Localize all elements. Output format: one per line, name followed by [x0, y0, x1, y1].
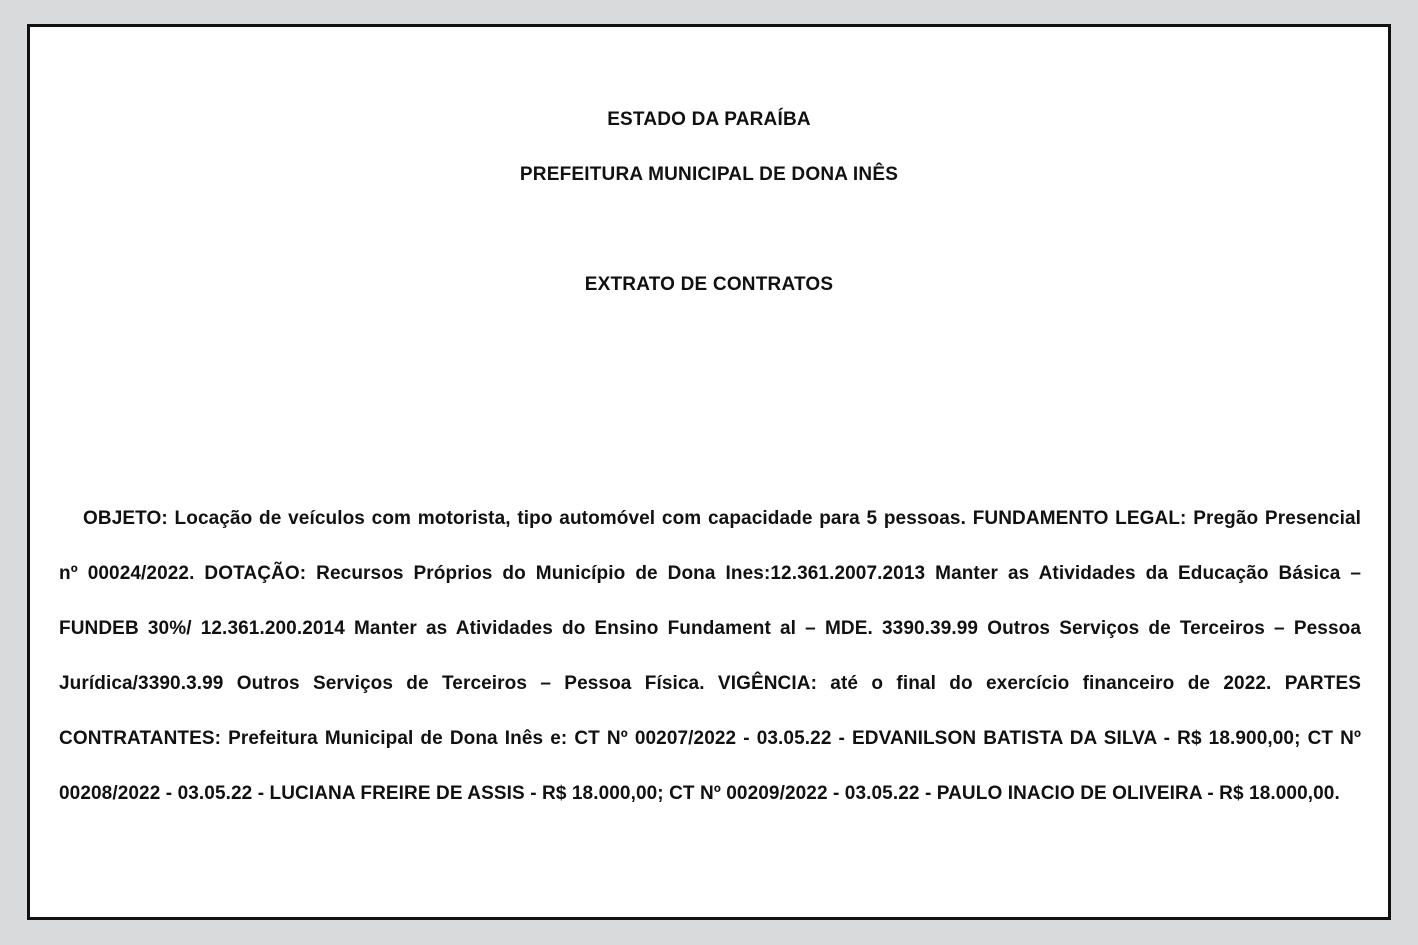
document-page [27, 24, 1391, 920]
state-heading: ESTADO DA PARAÍBA [607, 109, 811, 130]
city-hall-heading: PREFEITURA MUNICIPAL DE DONA INÊS [519, 164, 899, 185]
contract-extract-paragraph: OBJETO: Locação de veículos com motorista, tipo automóvel com capacidade para 5 pessoas. FUNDAMENTO LEGAL: Pregão Presencial nº 00024/2022. DOTAÇÃO: Recursos Próprios do Município de Dona Ines:12.361.2007.2013 Manter as Atividades da Educação Básica – FUNDEB 30%/ 12.361.200.2014 Manter as Atividades do Ensino Fundament al – MDE. 3390.39.99 Outros Serviços de Terceiros – Pessoa Jurídica/3390.3.99 Outros Serviços de Terceiros – Pessoa Física. VIGÊNCIA: até o final do exercício financeiro de 2022. PARTES CONTRATANTES: Prefeitura Municipal de Dona Inês e: CT Nº 00207/2022 - 03.05.22 - EDVANILSON BATISTA DA SILVA - R$ 18.900,00; CT Nº 00208/2022 - 03.05.22 - LUCIANA FREIRE DE ASSIS - R$ 18.000,00; CT Nº 00209/2022 - 03.05.22 - PAULO INACIO DE OLIVEIRA - R$ 18.000,00. [59, 508, 1361, 804]
document-title: EXTRATO DE CONTRATOS [584, 274, 834, 295]
